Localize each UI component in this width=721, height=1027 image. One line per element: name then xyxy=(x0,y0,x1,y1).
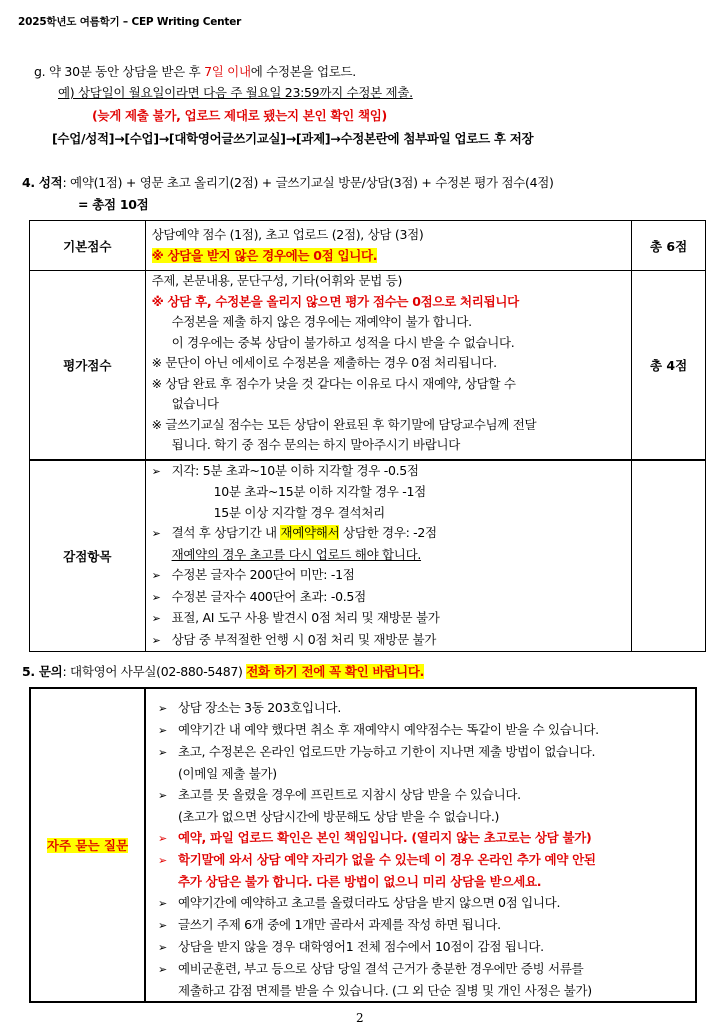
faq-no-draft: (초고가 없으면 상담시간에 방문해도 상담 받을 수 없습니다.) xyxy=(177,809,500,824)
arrow-bullet-icon: ➢ xyxy=(157,724,167,737)
grades-total: = 총점 10점 xyxy=(78,197,149,212)
faq-excused-absence-cont: 제출하고 감점 면제를 받을 수 있습니다. (그 외 단순 질병 및 개인 사정은 불가) xyxy=(177,983,592,998)
grades-heading xyxy=(22,173,554,191)
faq-excused-absence: 예비군훈련, 부고 등으로 상담 당일 결석 근거가 충분한 경우에만 증빙 서류를 xyxy=(177,961,584,976)
faq-print-draft: 초고를 못 올렸을 경우에 프린트로 지참시 상담 받을 수 있습니다. xyxy=(177,787,521,802)
item-g-deadline: 7일 이내 xyxy=(204,64,251,79)
page-header: 2025학년도 여름학기 – CEP Writing Center xyxy=(18,16,242,28)
grades-heading-text: : 예약(1점) + 영문 초고 올리기(2점) + 글쓰기교실 방문/상담(3점) + 수정본 평가 점수(4점) xyxy=(62,175,554,190)
basic-score-content xyxy=(145,221,632,271)
item-g-line xyxy=(34,62,356,80)
deduction-absence-highlight: 재예약해서 xyxy=(280,525,340,540)
inquiry-label: 5. 문의 xyxy=(22,664,63,679)
faq-topic-choice: 글쓰기 주제 6개 중에 1개만 골라서 과제를 작성 하면 됩니다. xyxy=(177,917,501,932)
eval-line-essay-zero: ※ 문단이 아닌 에세이로 수정본을 제출하는 경우 0점 처리됩니다. xyxy=(151,355,497,370)
deduction-over-400: 수정본 글자수 400단어 초과: -0.5점 xyxy=(171,588,366,604)
arrow-bullet-icon: ➢ xyxy=(151,590,161,604)
eval-line-criteria: 주제, 본문내용, 문단구성, 기타(어휘와 문법 등) xyxy=(151,273,403,288)
basic-score-total: 총 6점 xyxy=(632,221,706,271)
grades-row-deductions xyxy=(30,460,706,652)
eval-line-no-retry: ※ 상담 완료 후 점수가 낮을 것 같다는 이유로 다시 재예약, 상담할 수 xyxy=(151,375,516,391)
evaluation-score-label: 평가점수 xyxy=(30,271,146,460)
eval-line-no-duplicate: 이 경우에는 중복 상담이 불가하고 성적을 다시 받을 수 없습니다. xyxy=(171,334,515,350)
faq-end-of-term-cont: 추가 상담은 불가 합니다. 다른 방법이 없으니 미리 상담을 받으세요. xyxy=(177,874,542,889)
grades-heading-label: 4. 성적 xyxy=(22,175,63,190)
item-g-upload-path: [수업/성적]→[수업]→[대학영어글쓰기교실]→[과제]→수정본란에 첨부파일 업로드 후 저장 xyxy=(52,131,534,146)
item-g-prefix: g. 약 30분 동안 상담을 받은 후 xyxy=(34,64,205,79)
faq-no-email: (이메일 제출 불가) xyxy=(177,766,277,781)
faq-content xyxy=(145,688,696,1002)
arrow-bullet-icon: ➢ xyxy=(157,941,167,954)
faq-location: 상담 장소는 3동 203호입니다. xyxy=(177,700,341,715)
arrow-bullet-icon: ➢ xyxy=(157,832,167,845)
arrow-bullet-icon: ➢ xyxy=(151,569,161,582)
arrow-bullet-icon: ➢ xyxy=(151,464,161,478)
inquiry-line xyxy=(22,662,424,680)
faq-ten-point-penalty: 상담을 받지 않을 경우 대학영어1 전체 점수에서 10점이 감점 됩니다. xyxy=(177,939,544,954)
inquiry-text: : 대학영어 사무실(02-880-5487) xyxy=(62,664,247,679)
arrow-bullet-icon: ➢ xyxy=(157,919,167,932)
deductions-content xyxy=(145,460,632,652)
page-number: 2 xyxy=(356,1011,364,1025)
eval-line-no-retry-cont: 없습니다 xyxy=(171,396,219,411)
grades-row-evaluation xyxy=(30,271,706,460)
eval-line-no-rebooking: 수정본을 제출 하지 않은 경우에는 재예약이 불가 합니다. xyxy=(171,314,472,329)
basic-score-warning-text: ※ 상담을 받지 않은 경우에는 0점 입니다. xyxy=(151,247,378,263)
basic-score-items: 상담예약 점수 (1점), 초고 업로드 (2점), 상담 (3점) xyxy=(151,227,424,242)
faq-end-of-term: 학기말에 와서 상담 예약 자리가 없을 수 있는데 이 경우 온라인 추가 예약 안된 xyxy=(177,852,596,867)
inquiry-highlight: 전화 하기 전에 꼭 확인 바랍니다. xyxy=(246,664,425,679)
arrow-bullet-icon: ➢ xyxy=(157,963,167,976)
grades-table xyxy=(29,220,706,652)
item-g-warning: (늦게 제출 불가, 업로드 제대로 됐는지 본인 확인 책임) xyxy=(92,108,387,123)
deduction-late-15: 15분 이상 지각할 경우 결석처리 xyxy=(213,504,385,520)
arrow-bullet-icon: ➢ xyxy=(157,746,167,759)
grades-row-basic xyxy=(30,221,706,271)
basic-score-label: 기본점수 xyxy=(30,221,146,271)
faq-online-only: 초고, 수정본은 온라인 업로드만 가능하고 기한이 지나면 제출 방법이 없습니다. xyxy=(177,744,596,759)
deduction-absence-a: 결석 후 상담기간 내 xyxy=(171,525,281,540)
faq-table xyxy=(29,687,697,1003)
faq-label: 자주 묻는 질문 xyxy=(46,838,129,853)
faq-own-responsibility: 예약, 파일 업로드 확인은 본인 책임입니다. (열리지 않는 초고로는 상담 불가) xyxy=(177,830,592,845)
faq-label-cell xyxy=(30,688,145,1002)
basic-score-warning xyxy=(152,246,626,267)
item-g-suffix: 에 수정본을 업로드. xyxy=(250,64,356,79)
arrow-bullet-icon: ➢ xyxy=(151,527,161,540)
arrow-bullet-icon: ➢ xyxy=(157,789,167,802)
deduction-absence-c: 상담한 경우: -2점 xyxy=(339,525,437,540)
arrow-bullet-icon: ➢ xyxy=(157,897,167,910)
deduction-reupload-note: 재예약의 경우 초고를 다시 업로드 해야 합니다. xyxy=(171,546,422,562)
deductions-label: 감점항목 xyxy=(30,460,146,652)
evaluation-score-content xyxy=(145,271,632,460)
deduction-misconduct: 상담 중 부적절한 언행 시 0점 처리 및 재방문 불가 xyxy=(171,631,437,647)
arrow-bullet-icon: ➢ xyxy=(151,633,161,647)
deduction-plagiarism: 표절, AI 도구 사용 발견시 0점 처리 및 재방문 불가 xyxy=(171,610,440,625)
arrow-bullet-icon: ➢ xyxy=(157,702,167,715)
eval-line-no-revision: ※ 상담 후, 수정본을 올리지 않으면 평가 점수는 0점으로 처리됩니다 xyxy=(151,293,519,309)
deduction-late-10: 10분 초과~15분 이하 지각할 경우 -1점 xyxy=(213,484,426,499)
eval-line-score-delivery: ※ 글쓰기교실 점수는 모든 상담이 완료된 후 학기말에 담당교수님께 전달 xyxy=(151,416,537,432)
arrow-bullet-icon: ➢ xyxy=(151,612,161,625)
eval-line-score-delivery-cont: 됩니다. 학기 중 점수 문의는 하지 말아주시기 바랍니다 xyxy=(171,437,461,452)
deductions-total-empty xyxy=(632,460,706,652)
faq-zero-without-consult: 예약기간에 예약하고 초고를 올렸더라도 상담을 받지 않으면 0점 입니다. xyxy=(177,895,561,910)
item-g-example: 예) 상담일이 월요일이라면 다음 주 월요일 23:59까지 수정본 제출. xyxy=(58,85,413,100)
evaluation-score-total: 총 4점 xyxy=(632,271,706,460)
deduction-under-200: 수정본 글자수 200단어 미만: -1점 xyxy=(171,567,355,582)
faq-rebooking: 예약기간 내 예약 했다면 취소 후 재예약시 예약점수는 똑같이 받을 수 있습니다. xyxy=(177,722,599,737)
deduction-late-5: 지각: 5분 초과~10분 이하 지각할 경우 -0.5점 xyxy=(171,462,419,478)
arrow-bullet-icon: ➢ xyxy=(157,854,167,867)
